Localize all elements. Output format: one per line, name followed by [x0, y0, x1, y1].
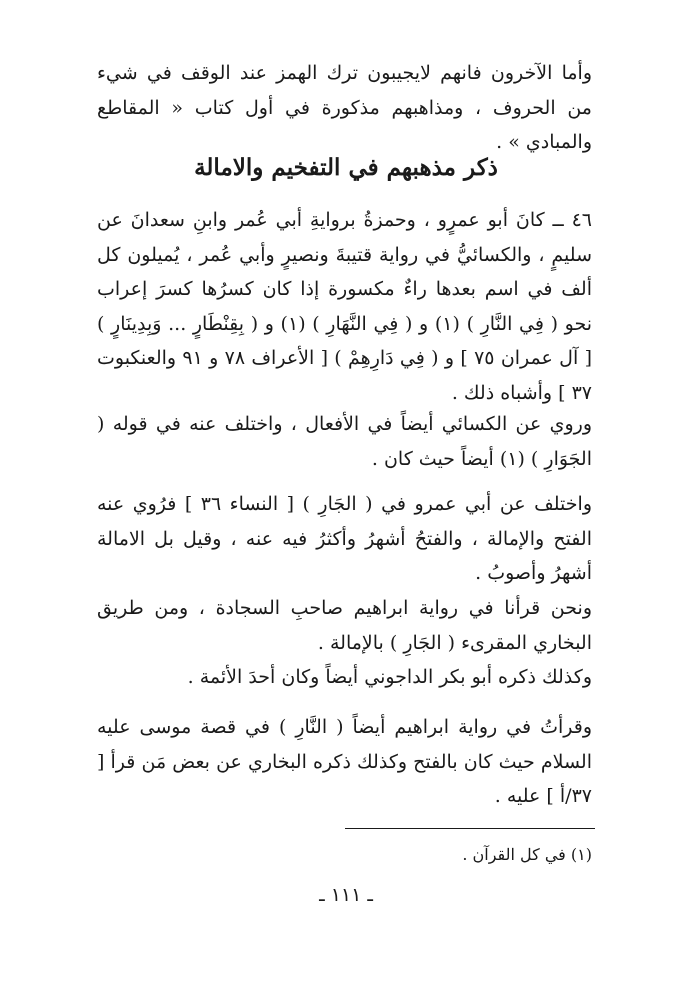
section-heading: ذكر مذهبهم في التفخيم والامالة [194, 154, 498, 181]
footnote: (١) في كل القرآن . [462, 845, 592, 864]
paragraph-kisai: وروي عن الكسائي أيضاً في الأفعال ، واختلف عنه في قوله ( الجَوَارِ ) (١) أيضاً حيث كان . [97, 413, 592, 470]
paragraph-dajuni: وكذلك ذكره أبو بكر الداجوني أيضاً وكان أحدَ الأئمة . [187, 666, 592, 688]
paragraph-46: ٤٦ ــ كانَ أبو عمرٍو ، وحمزةُ بروايةِ أبي عُمر وابنِ سعدانَ عن سليمٍ ، والكسائيُّ في رواية قتيبةَ ونصيرٍ وأبي عُمر ، يُميلون كل ألف في اسم بعدها راءٌ مكسورة إذا كان كسرُها كسرَ إعراب نحو ( فِي النَّارِ ) (١) و ( فِي النَّهَارِ ) (١) و ( بِقِنْطَارٍ ... وَبِدِينَارٍ ) [ آل عمران ٧٥ ] و ( فِي دَارِهِمْ ) [ الأعراف ٧٨ و ٩١ والعنكبوت ٣٧ ] وأشباه ذلك . [97, 209, 592, 404]
paragraph-musa: وقرأتُ في رواية ابراهيم أيضاً ( النَّارِ ) في قصة موسى عليه السلام حيث كان بالفتح وكذلك ذكره البخاري عن بعض مَن قرأ [ ٣٧/أ ] عليه . [97, 716, 592, 807]
paragraph-abu-amr: واختلف عن أبي عمرو في ( الجَارِ ) [ النساء ٣٦ ] فرُوي عنه الفتح والإمالة ، والفتحُ أشهرُ وأكثرُ فيه عنه ، وقيل بل الامالة أشهرُ وأصوبُ . [97, 493, 592, 584]
paragraph-ibrahim: ونحن قرأنا في رواية ابراهيم صاحبِ السجادة ، ومن طريق البخاري المقرىء ( الجَارِ ) بالإمالة . [97, 597, 592, 654]
footnote-divider [345, 828, 595, 829]
page-number: ـ ١١١ ـ [319, 884, 373, 906]
intro-paragraph: وأما الآخرون فانهم لايجيبون ترك الهمز عند الوقف في شيء من الحروف ، ومذاهبهم مذكورة في أول كتاب « المقاطع والمبادي » . [97, 62, 592, 153]
